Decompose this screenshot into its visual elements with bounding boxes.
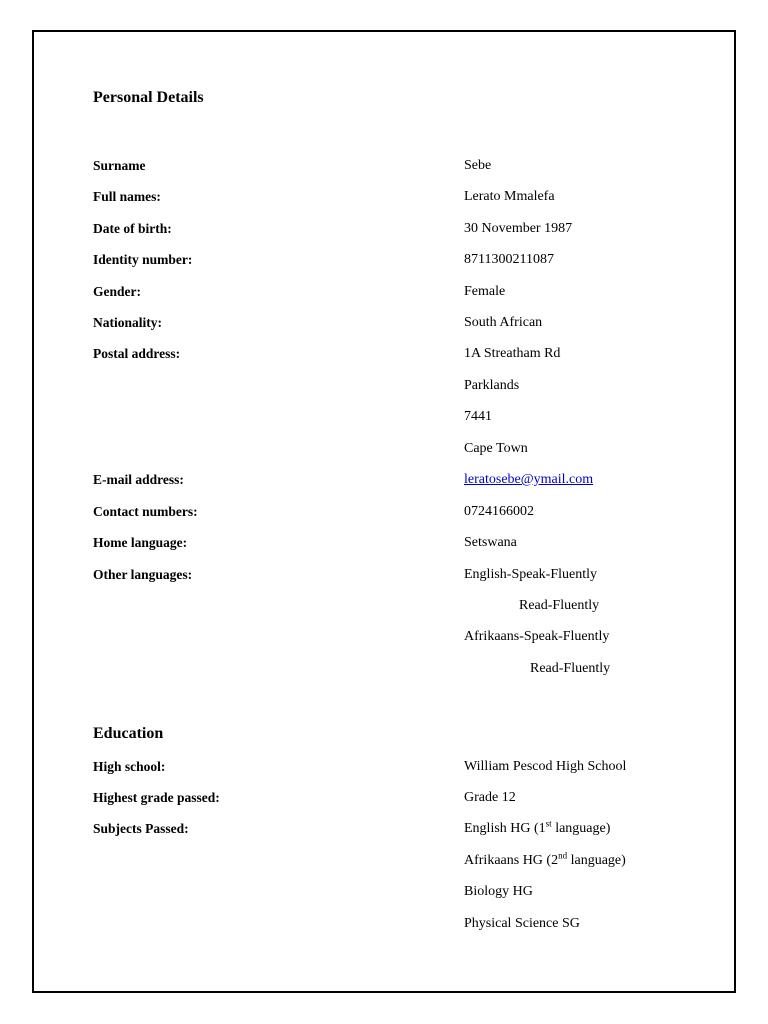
postal-address-label: Postal address: (93, 346, 181, 361)
nationality-label: Nationality: (93, 315, 162, 330)
postal-address-line: Parklands (464, 378, 520, 393)
subjects-passed-label: Subjects Passed: (93, 821, 189, 836)
full-names-value: Lerato Mmalefa (464, 189, 555, 204)
gender-value: Female (464, 284, 506, 299)
subject-text: language) (567, 853, 626, 868)
ordinal-suffix: st (545, 818, 552, 829)
contact-numbers-label: Contact numbers: (93, 504, 198, 519)
ordinal-suffix: nd (558, 850, 568, 861)
subject-text: English HG (1 (464, 821, 546, 836)
education-heading: Education (93, 725, 164, 742)
postal-address-line: 7441 (464, 409, 492, 424)
high-school-value: William Pescod High School (464, 759, 627, 774)
email-label: E-mail address: (93, 472, 184, 487)
email-link[interactable]: leratosebe@ymail.com (464, 472, 594, 487)
subject-text: Afrikaans HG (2 (464, 853, 559, 868)
dob-value: 30 November 1987 (464, 221, 573, 236)
surname-label: Surname (93, 158, 146, 173)
id-number-value: 8711300211087 (464, 252, 554, 267)
dob-label: Date of birth: (93, 221, 172, 236)
surname-value: Sebe (464, 158, 492, 173)
email-value (464, 471, 593, 489)
subject-text: language) (551, 821, 611, 836)
highest-grade-value: Grade 12 (464, 790, 516, 805)
contact-numbers-value: 0724166002 (464, 504, 534, 519)
subject-item (464, 820, 610, 838)
highest-grade-label: Highest grade passed: (93, 790, 220, 805)
subject-item (464, 852, 626, 870)
postal-address-line: 1A Streatham Rd (464, 346, 561, 361)
other-language-line: Read-Fluently (530, 661, 611, 676)
home-language-label: Home language: (93, 535, 188, 550)
high-school-label: High school: (93, 759, 166, 774)
gender-label: Gender: (93, 284, 141, 299)
personal-details-heading: Personal Details (93, 89, 204, 106)
nationality-value: South African (464, 315, 543, 330)
home-language-value: Setswana (464, 535, 517, 550)
subject-item: Biology HG (464, 884, 533, 899)
other-language-line: Afrikaans-Speak-Fluently (464, 629, 610, 644)
subject-item: Physical Science SG (464, 916, 580, 931)
id-number-label: Identity number: (93, 252, 193, 267)
other-languages-label: Other languages: (93, 567, 193, 582)
other-language-line: Read-Fluently (519, 598, 600, 613)
other-language-line: English-Speak-Fluently (464, 567, 597, 582)
postal-address-line: Cape Town (464, 441, 528, 456)
full-names-label: Full names: (93, 189, 161, 204)
